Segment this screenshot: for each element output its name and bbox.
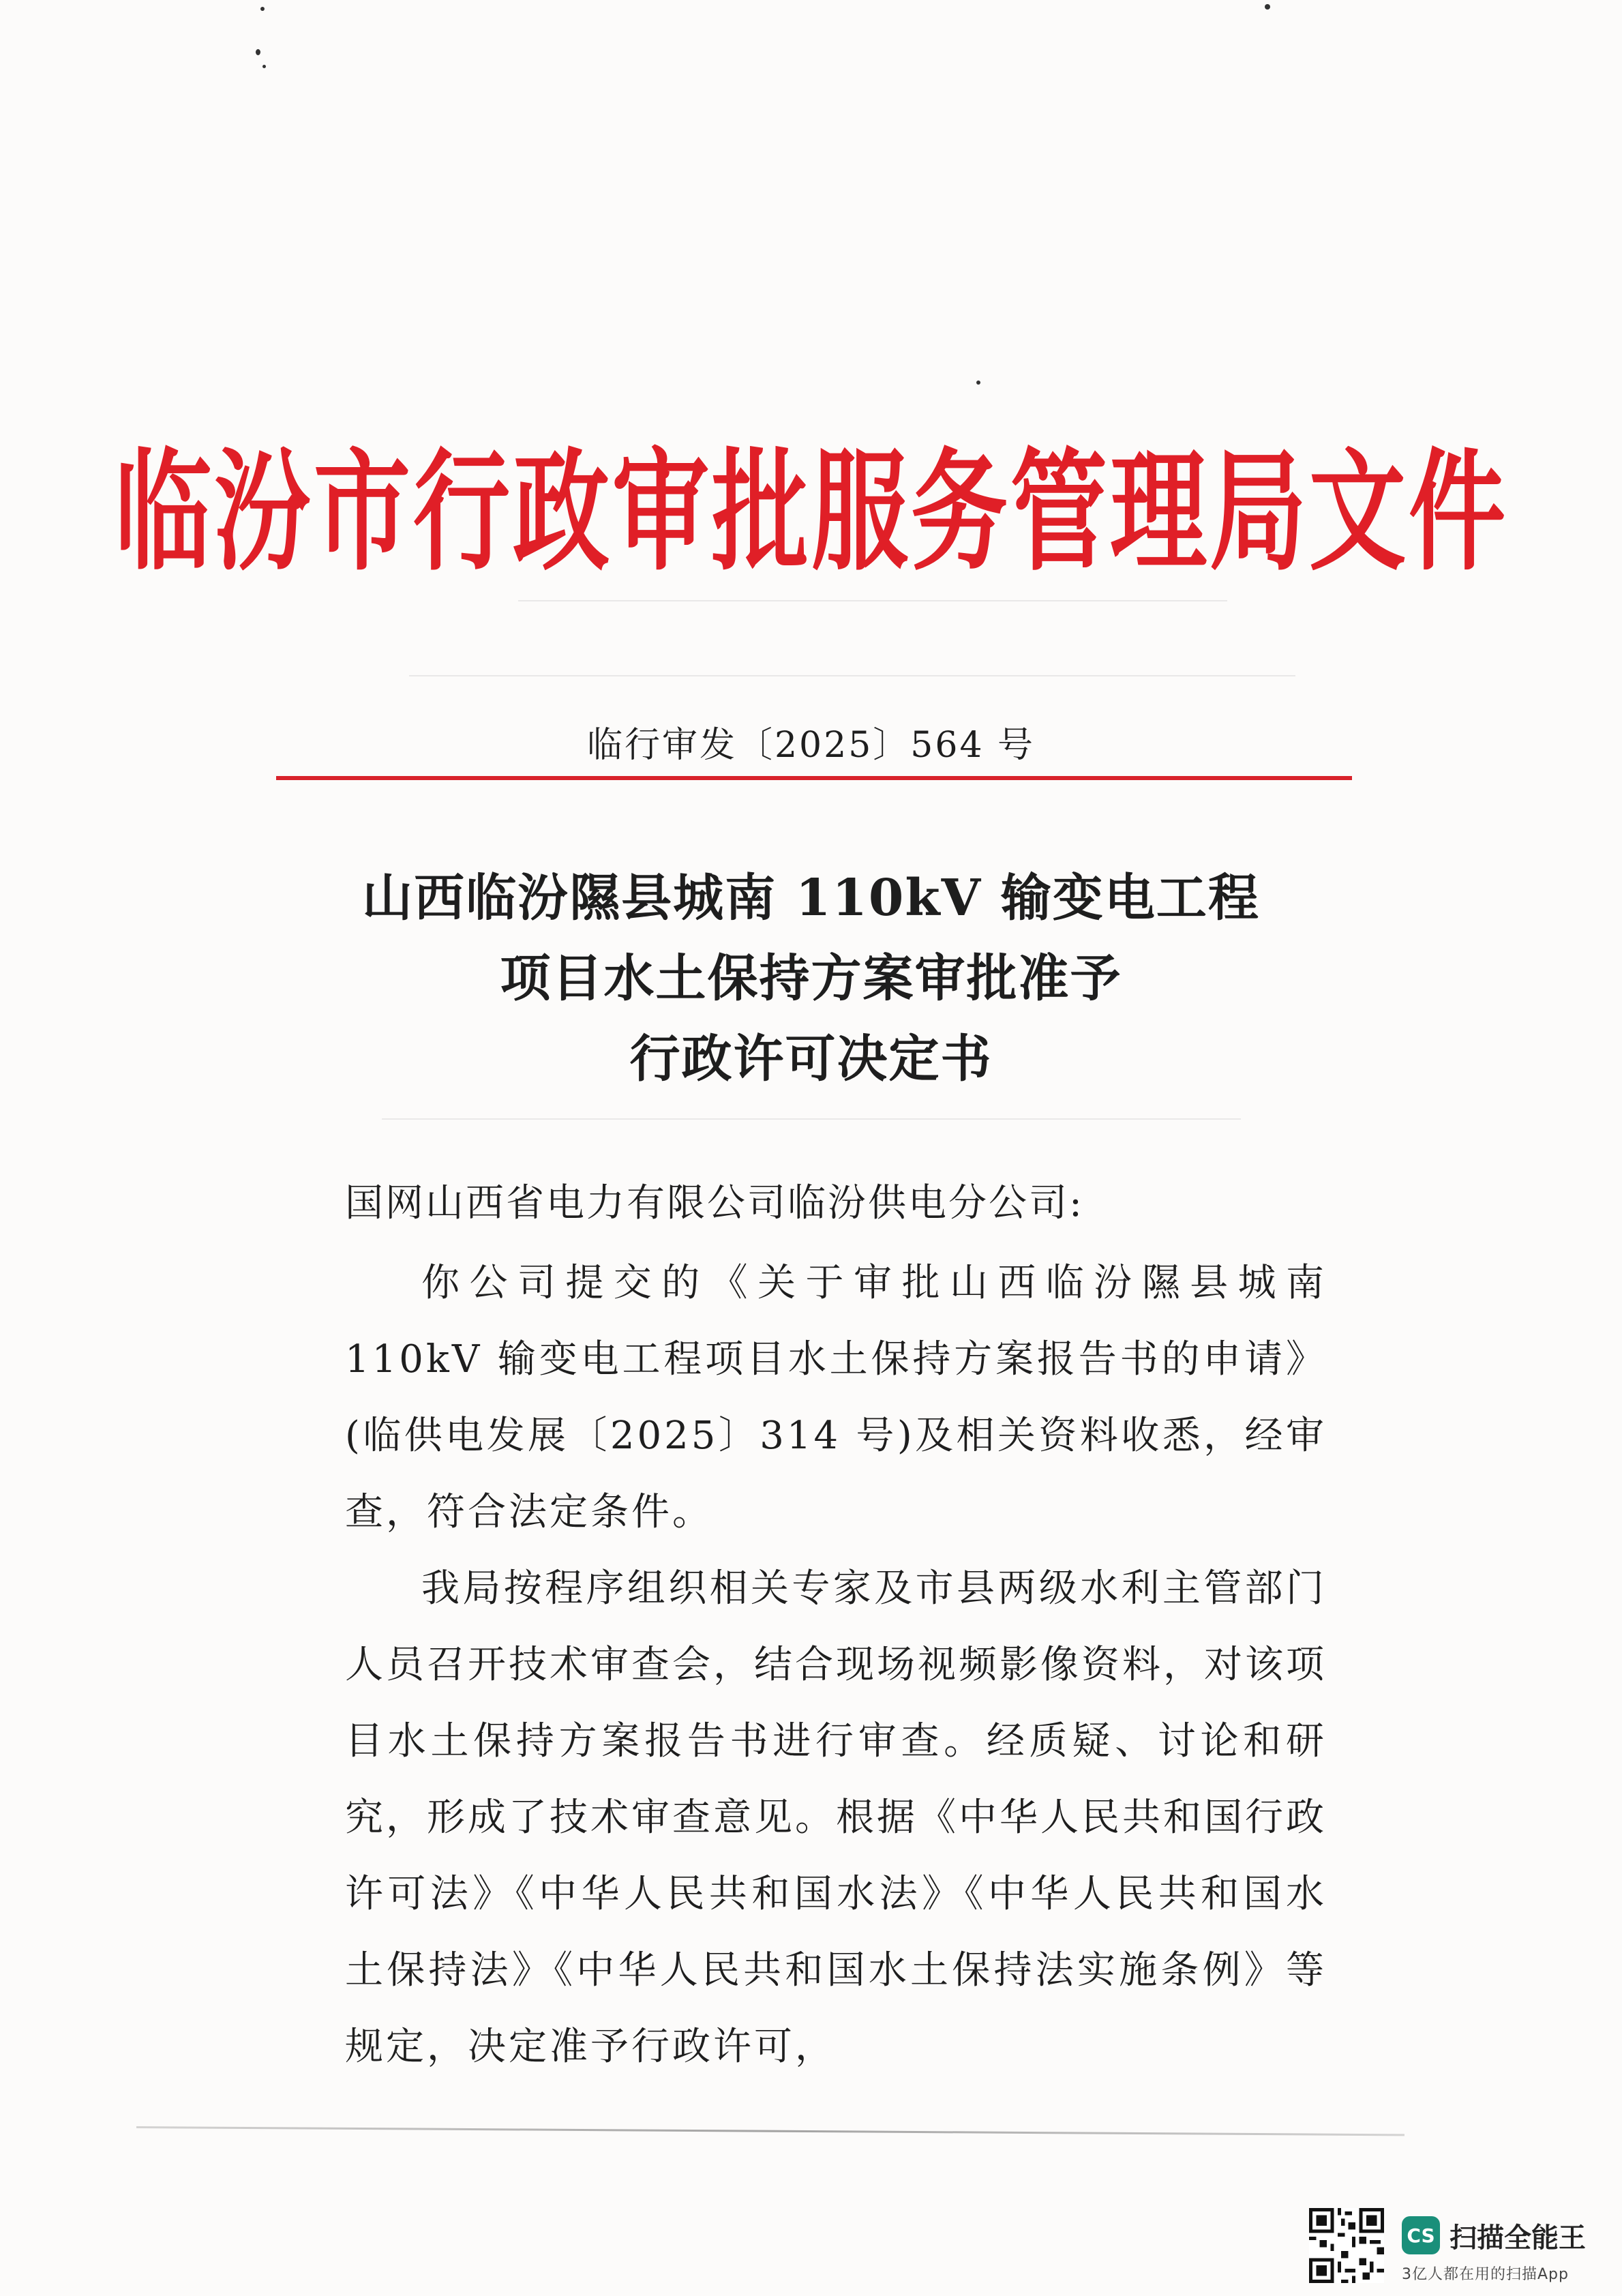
body-text (345, 1245, 1327, 2085)
show-through-line (382, 1118, 1241, 1120)
salutation: 国网山西省电力有限公司临汾供电分公司: (345, 1181, 1084, 1225)
camscanner-logo-icon: CS (1402, 2216, 1440, 2254)
document-masthead: 临汾市行政审批服务管理局文件 (115, 436, 1508, 589)
paragraph-1: 你公司提交的《关于审批山西临汾隰县城南 110kV 输变电工程项目水土保持方案报告书的申请》(临供电发展〔2025〕314 号)及相关资料收悉，经审查，符合法定条件。 (345, 1261, 1327, 1534)
document-number: 临行审发〔2025〕564 号 (586, 725, 1036, 766)
scan-speck (976, 381, 980, 385)
title-line-3: 行政许可决定书 (629, 1030, 993, 1088)
scan-speck (262, 65, 266, 68)
qr-code-icon (1309, 2208, 1384, 2283)
watermark-tagline: 3亿人都在用的扫描App (1402, 2266, 1569, 2283)
watermark-app-name: 扫描全能王 (1450, 2222, 1586, 2254)
show-through-line (409, 675, 1295, 676)
scan-speck (260, 7, 265, 11)
paragraph-2: 我局按程序组织相关专家及市县两级水利主管部门人员召开技术审查会，结合现场视频影像资料，对该项目水土保持方案报告书进行审查。经质疑、讨论和研究，形成了技术审查意见。根据《中华人民共和国行政许可法》《中华人民共和国水法》《中华人民共和国水土保持法》《中华人民共和国水土保持法实施条例》等规定，决定准予行政许可， (345, 1566, 1327, 2069)
title-line-2: 项目水土保持方案审批准予 (500, 949, 1122, 1008)
scanner-watermark (1309, 2208, 1609, 2284)
red-divider-rule (276, 776, 1352, 780)
scan-speck (256, 49, 260, 55)
page-bottom-edge (136, 2126, 1405, 2136)
title-line-1: 山西临汾隰县城南 110kV 输变电工程 (362, 869, 1260, 927)
scan-speck (1265, 4, 1270, 10)
